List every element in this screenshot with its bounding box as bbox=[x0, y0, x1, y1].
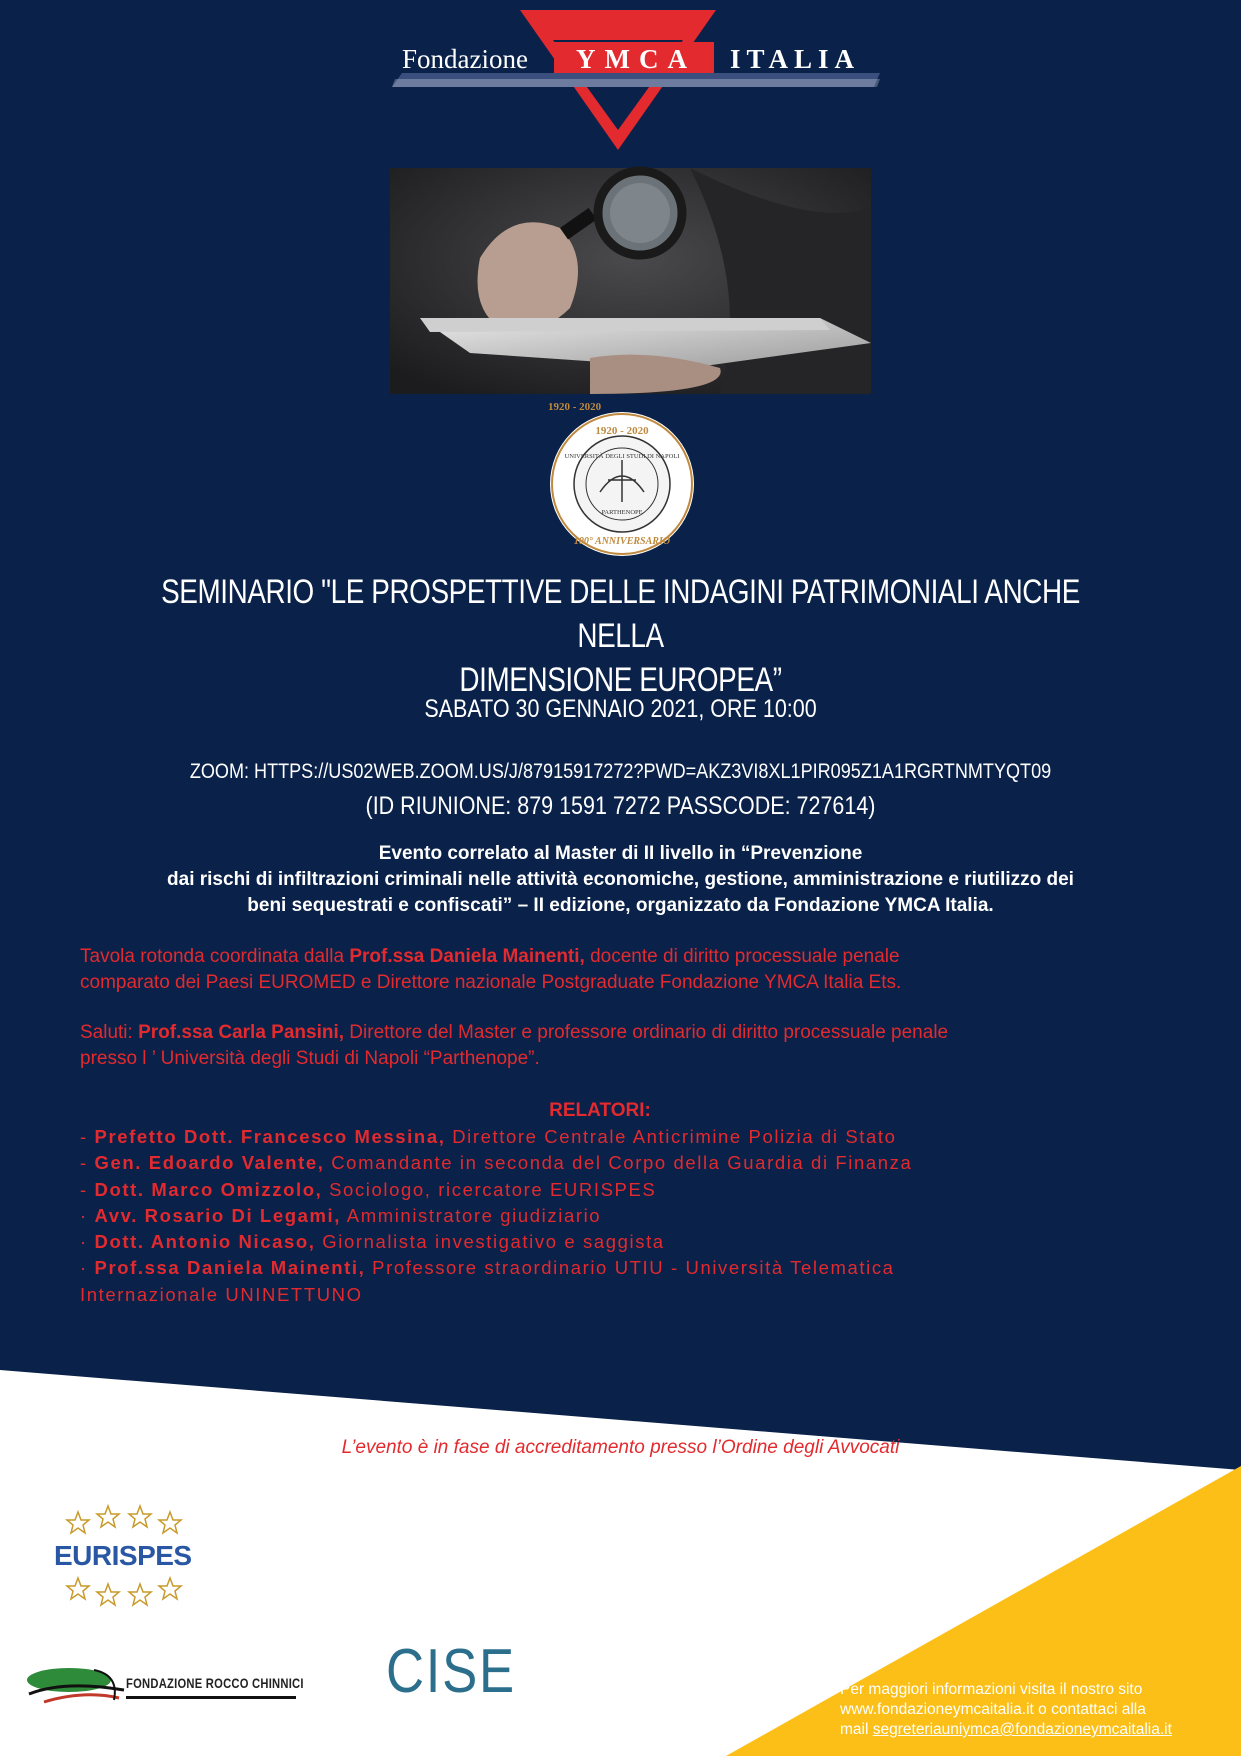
evento-description bbox=[100, 841, 1141, 919]
relatori-list bbox=[80, 1124, 1180, 1308]
logo-italia-text: ITALIA bbox=[730, 44, 861, 74]
evento-line-3: beni sequestrati e confiscati” – II edizione, organizzato da Fondazione YMCA Italia. bbox=[247, 895, 994, 916]
eurispes-text: EURISPES bbox=[54, 1540, 192, 1571]
footer-line-1: Per maggiori informazioni visita il nostro sito bbox=[840, 1681, 1143, 1698]
footer-mail-prefix: mail bbox=[840, 1721, 873, 1738]
tavola-rotonda-paragraph bbox=[80, 944, 1160, 996]
relatori-heading: RELATORI: bbox=[549, 1100, 651, 1121]
zoom-meeting-info: (ID RIUNIONE: 879 1591 7272 PASSCODE: 727614) bbox=[365, 792, 876, 820]
footer-line-2[interactable]: www.fondazioneymcaitalia.it o contattaci alla bbox=[840, 1701, 1146, 1718]
saluti-prefix: Saluti: bbox=[80, 1022, 139, 1043]
tavola-rest: docente di diritto processuale penale bbox=[584, 946, 900, 967]
tavola-line-2: comparato dei Paesi EUROMED e Direttore nazionale Postgraduate Fondazione YMCA Italia Ets. bbox=[80, 972, 902, 993]
relatore-last-line: Internazionale UNINETTUNO bbox=[80, 1283, 363, 1305]
zoom-link[interactable]: ZOOM: HTTPS://US02WEB.ZOOM.US/J/87915917272?PWD=AKZ3VI8XL1PIR095Z1A1RGRTNMTYQT09 bbox=[189, 760, 1052, 783]
title-line-1: SEMINARIO "LE PROSPETTIVE DELLE INDAGINI PATRIMONIALI ANCHE NELLA bbox=[161, 573, 1080, 655]
event-date: SABATO 30 GENNAIO 2021, ORE 10:00 bbox=[424, 695, 817, 723]
seal-years: 1920 - 2020 bbox=[595, 425, 649, 437]
evento-line-2: dai rischi di infiltrazioni criminali nelle attività economiche, gestione, amministrazione e riutilizzo dei bbox=[167, 869, 1074, 890]
relatore-item: · Avv. Rosario Di Legami, Amministratore giudiziario bbox=[80, 1204, 602, 1226]
evento-line-1: Evento correlato al Master di II livello in “Prevenzione bbox=[378, 843, 863, 864]
footer-email-link[interactable]: segreteriauniymca@fondazioneymcaitalia.it bbox=[872, 1721, 1172, 1738]
chinnici-text: FONDAZIONE ROCCO CHINNICI bbox=[126, 1675, 304, 1691]
relatore-item: - Prefetto Dott. Francesco Messina, Direttore Centrale Anticrimine Polizia di Stato bbox=[80, 1126, 897, 1147]
tavola-prefix: Tavola rotonda coordinata dalla bbox=[80, 946, 350, 967]
seal-university-line: UNIVERSITÀ DEGLI STUDI DI NAPOLI bbox=[564, 453, 680, 460]
saluti-name: Prof.ssa Carla Pansini, bbox=[138, 1022, 345, 1043]
university-seal bbox=[548, 401, 696, 558]
seal-years-text: 1920 - 2020 bbox=[548, 401, 602, 413]
chinnici-logo-mark bbox=[24, 1660, 134, 1720]
logo-ymca-text: YMCA bbox=[576, 44, 696, 74]
title-line-2: DIMENSIONE EUROPEA” bbox=[459, 661, 782, 699]
seminar-title bbox=[161, 570, 1080, 702]
relatore-item: · Prof.ssa Daniela Mainenti, Professore straordinario UTIU - Università Telematica bbox=[80, 1257, 895, 1279]
tavola-name: Prof.ssa Daniela Mainenti, bbox=[349, 946, 585, 967]
relatore-item: - Dott. Marco Omizzolo, Sociologo, ricercatore EURISPES bbox=[80, 1178, 657, 1200]
saluti-line-2: presso l ’ Università degli Studi di Napoli “Parthenope”. bbox=[80, 1048, 540, 1069]
saluti-rest: Direttore del Master e professore ordinario di diritto processuale penale bbox=[344, 1022, 949, 1043]
seal-parthenope: PARTHENOPE bbox=[601, 509, 643, 516]
accreditamento-note: L’evento è in fase di accreditamento presso l’Ordine degli Avvocati bbox=[341, 1437, 900, 1458]
footer-info bbox=[840, 1680, 1240, 1740]
relatore-item: - Gen. Edoardo Valente, Comandante in seconda del Corpo della Guardia di Finanza bbox=[80, 1152, 913, 1174]
saluti-paragraph bbox=[80, 1020, 1160, 1072]
relatore-item: · Dott. Antonio Nicaso, Giornalista investigativo e saggista bbox=[80, 1231, 665, 1253]
cise-logo-text: CISE bbox=[386, 1637, 516, 1706]
magnifier-tablet-photo bbox=[390, 168, 871, 394]
logo-fondazione-text: Fondazione bbox=[402, 44, 528, 74]
seal-anniversary: 100° ANNIVERSARIO bbox=[573, 536, 671, 547]
chinnici-underline bbox=[126, 1696, 296, 1699]
